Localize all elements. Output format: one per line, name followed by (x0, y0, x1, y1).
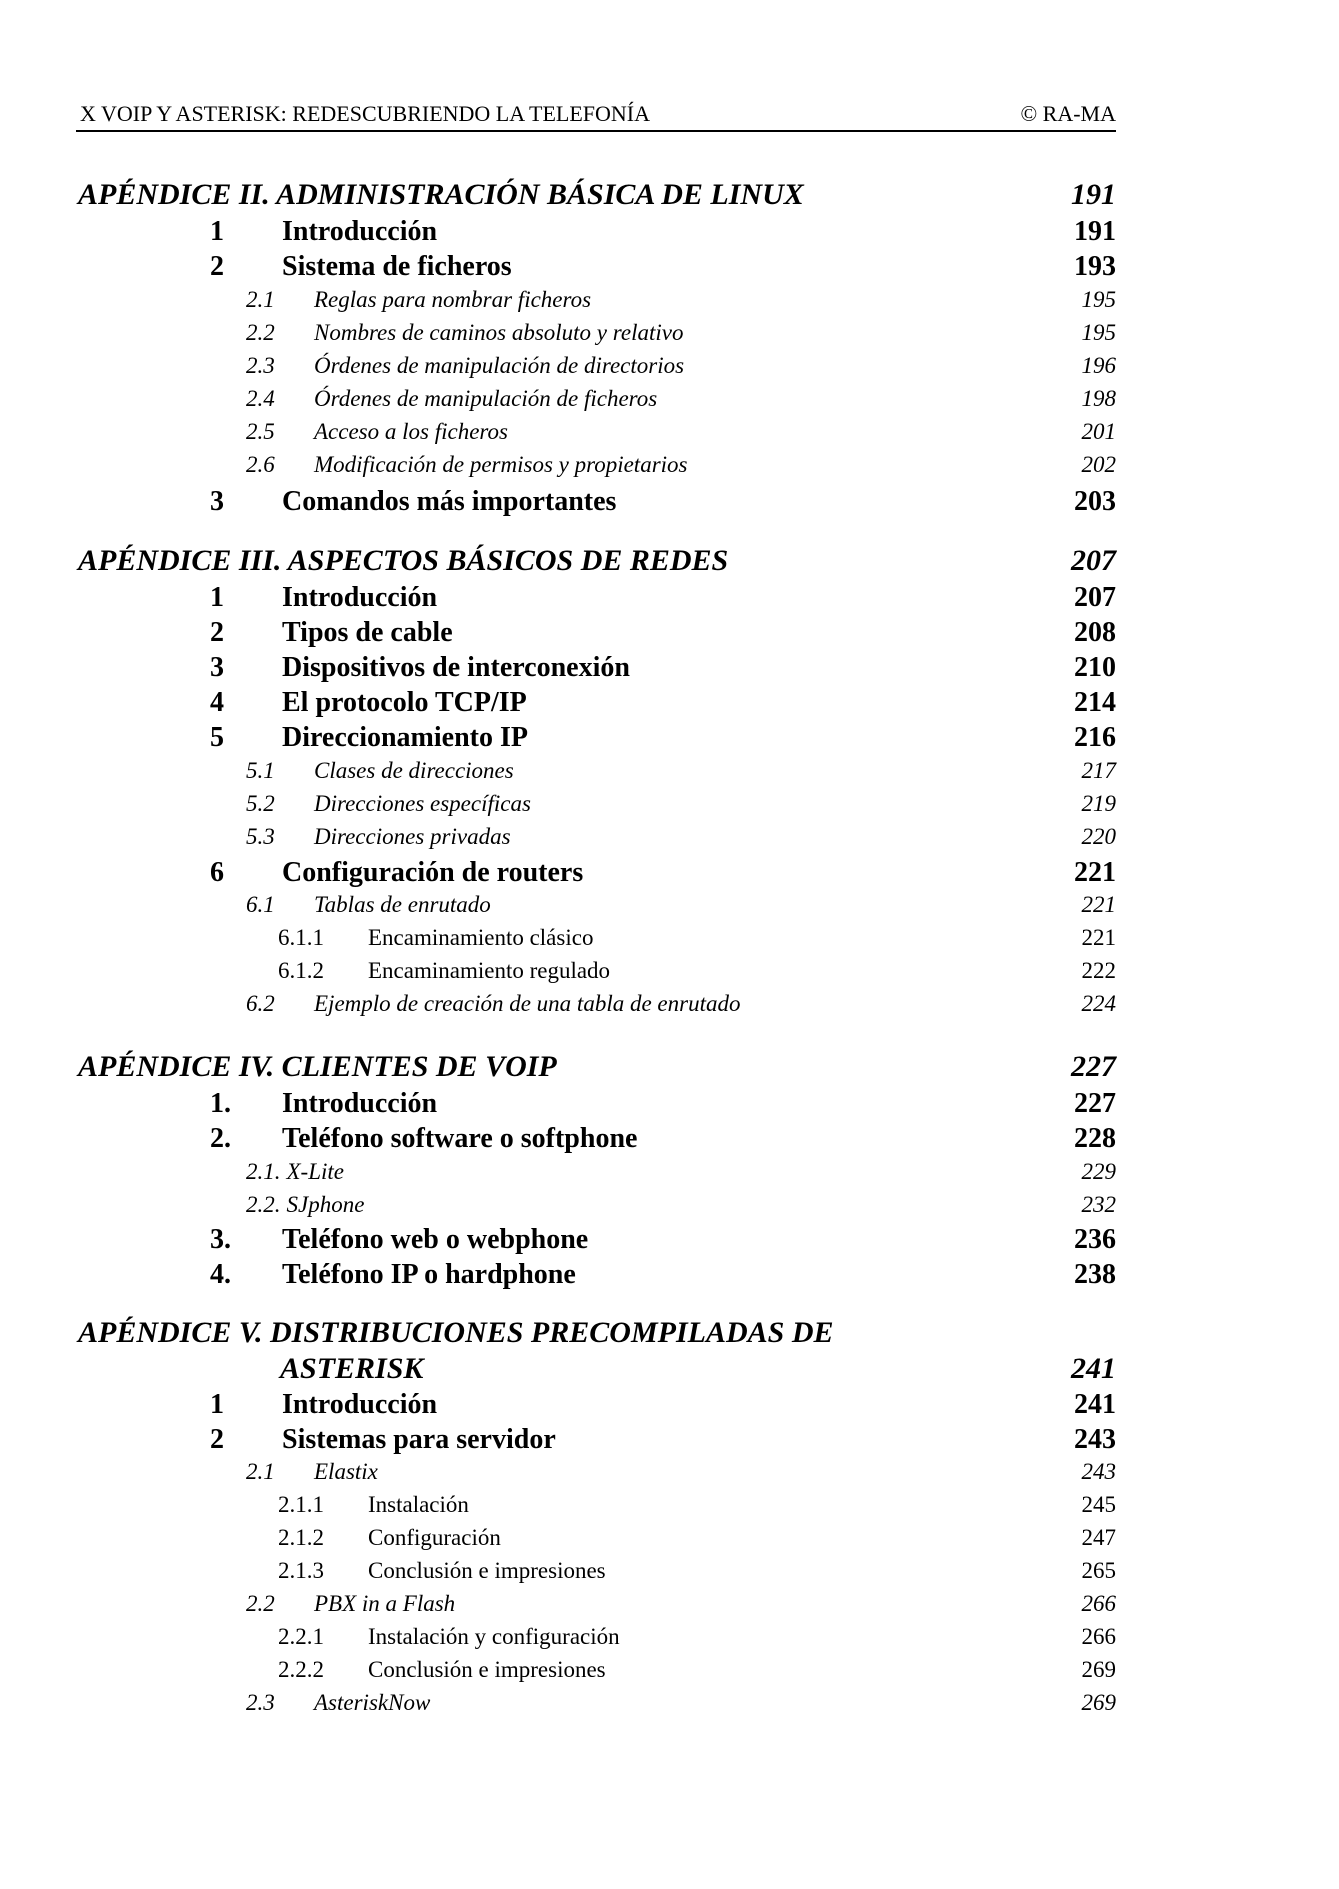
toc-section-title: Teléfono IP o hardphone (282, 1259, 576, 1290)
toc-subsection-number: 5.2 (246, 791, 275, 816)
toc-page-number: 219 (1081, 791, 1116, 816)
toc-section-number: 5 (210, 722, 224, 753)
toc-section-number: 6 (210, 857, 224, 888)
toc-page-number: 202 (1081, 452, 1116, 477)
toc-page-number: 214 (1074, 687, 1116, 718)
toc-section-number: 1 (210, 582, 224, 613)
toc-appendix-3[interactable] (78, 544, 1116, 580)
toc-subsection-title: Elastix (314, 1459, 378, 1484)
toc-subsection[interactable] (246, 1192, 1116, 1222)
running-header-publisher: © RA-MA (1020, 101, 1116, 126)
toc-subsubsection[interactable] (278, 1525, 1116, 1555)
toc-section[interactable] (210, 1224, 1116, 1258)
toc-subsubsection-number: 2.1.3 (278, 1558, 324, 1583)
toc-subsection-number: 2.6 (246, 452, 275, 477)
toc-subsection-title: SJphone (286, 1192, 365, 1217)
toc-subsection-number: 2.3 (246, 1690, 275, 1715)
toc-section-number: 1 (210, 216, 224, 247)
toc-page-number: 238 (1074, 1259, 1116, 1290)
toc-section-number: 2 (210, 1424, 224, 1455)
toc-subsection[interactable] (246, 1591, 1116, 1621)
toc-page-number: 220 (1081, 824, 1116, 849)
toc-section[interactable] (210, 722, 1116, 756)
toc-page-number: 195 (1081, 320, 1116, 345)
toc-subsection[interactable] (246, 287, 1116, 317)
toc-subsubsection-title: Encaminamiento regulado (368, 958, 611, 983)
toc-page-number: 266 (1081, 1591, 1116, 1616)
toc-page-number: 207 (1071, 544, 1116, 577)
toc-page-number: 195 (1081, 287, 1116, 312)
toc-subsubsection[interactable] (278, 1624, 1116, 1654)
toc-section-number: 1. (210, 1088, 231, 1119)
toc-subsubsection[interactable] (278, 1657, 1116, 1687)
toc-section-title: Sistema de ficheros (282, 251, 512, 282)
running-header-title: X VOIP Y ASTERISK: REDESCUBRIENDO LA TELEFONÍA (80, 101, 650, 126)
toc-page-number: 222 (1081, 958, 1116, 983)
toc-section[interactable] (210, 251, 1116, 285)
toc-subsection[interactable] (246, 386, 1116, 416)
toc-subsection-number: 2.3 (246, 353, 275, 378)
toc-section-title: Introducción (282, 1389, 438, 1420)
toc-subsection-title: Ejemplo de creación de una tabla de enrutado (314, 991, 741, 1016)
toc-section-number: 2 (210, 617, 224, 648)
toc-subsubsection-title: Conclusión e impresiones (368, 1558, 606, 1583)
toc-subsection-title: PBX in a Flash (314, 1591, 456, 1616)
toc-subsection-number: 2.2 (246, 320, 275, 345)
toc-section-number: 4. (210, 1259, 231, 1290)
toc-section-number: 2. (210, 1123, 231, 1154)
toc-subsubsection-title: Configuración (368, 1525, 501, 1550)
toc-subsection-number: 6.2 (246, 991, 275, 1016)
toc-subsection-number: 2.1 (246, 287, 275, 312)
toc-page-number: 241 (1071, 1352, 1116, 1385)
toc-page-number: 241 (1074, 1389, 1116, 1420)
toc-section-title: El protocolo TCP/IP (282, 687, 527, 718)
toc-section-number: 4 (210, 687, 224, 718)
toc-page-number: 196 (1081, 353, 1116, 378)
toc-subsection[interactable] (246, 452, 1116, 482)
toc-subsection[interactable] (246, 991, 1116, 1021)
toc-subsubsection-number: 6.1.1 (278, 925, 324, 950)
toc-page-number: 216 (1074, 722, 1116, 753)
toc-subsection-title: Nombres de caminos absoluto y relativo (314, 320, 684, 345)
toc-subsubsection-number: 2.2.1 (278, 1624, 324, 1649)
toc-page-number: 221 (1074, 857, 1116, 888)
toc-page-number: 227 (1071, 1050, 1116, 1083)
toc-section[interactable] (210, 1088, 1116, 1122)
toc-subsection-number: 2.4 (246, 386, 275, 411)
toc-subsubsection-title: Encaminamiento clásico (368, 925, 594, 950)
toc-page-number: 269 (1081, 1690, 1116, 1715)
toc-subsection-title: Acceso a los ficheros (314, 419, 508, 444)
toc-page-number: 193 (1074, 251, 1116, 282)
toc-page-number: 221 (1081, 892, 1116, 917)
toc-section[interactable] (210, 1259, 1116, 1293)
toc-subsection[interactable] (246, 1159, 1116, 1189)
toc-appendix-5[interactable] (280, 1352, 1116, 1388)
toc-subsection-title: AsteriskNow (314, 1690, 431, 1715)
toc-subsection-title: Tablas de enrutado (314, 892, 491, 917)
toc-subsection-number: 5.1 (246, 758, 275, 783)
toc-page-number: 266 (1081, 1624, 1116, 1649)
toc-subsubsection[interactable] (278, 1492, 1116, 1522)
toc-subsection-title: Reglas para nombrar ficheros (314, 287, 592, 312)
toc-section[interactable] (210, 687, 1116, 721)
toc-section[interactable] (210, 617, 1116, 651)
toc-subsubsection-number: 2.1.2 (278, 1525, 324, 1550)
toc-subsection[interactable] (246, 1690, 1116, 1720)
toc-section-title: Dispositivos de interconexión (282, 652, 630, 683)
toc-subsection-title: Direcciones específicas (314, 791, 531, 816)
toc-subsection[interactable] (246, 824, 1116, 854)
toc-appendix-2[interactable] (78, 178, 1116, 214)
toc-page-number: 191 (1074, 216, 1116, 247)
toc-section[interactable] (210, 1424, 1116, 1458)
toc-subsection-title: Órdenes de manipulación de ficheros (314, 386, 658, 411)
toc-section-title: Direccionamiento IP (282, 722, 528, 753)
toc-appendix-title: APÉNDICE II. ADMINISTRACIÓN BÁSICA DE LINUX (78, 178, 804, 211)
toc-page-number: 201 (1081, 419, 1116, 444)
toc-section-number: 3 (210, 652, 224, 683)
toc-page-number: 265 (1081, 1558, 1116, 1583)
toc-section-number: 3. (210, 1224, 231, 1255)
toc-subsection-number: 5.3 (246, 824, 275, 849)
toc-page-number: 207 (1074, 582, 1116, 613)
toc-subsection[interactable] (246, 320, 1116, 350)
toc-section[interactable] (210, 216, 1116, 250)
toc-subsubsection[interactable] (278, 925, 1116, 955)
toc-page-number: 224 (1081, 991, 1116, 1016)
toc-section-title: Introducción (282, 582, 438, 613)
toc-section-number: 2 (210, 251, 224, 282)
header-rule (76, 130, 1116, 132)
toc-subsection-number: 6.1 (246, 892, 275, 917)
toc-subsection-title: Direcciones privadas (314, 824, 511, 849)
toc-page-number: 229 (1081, 1159, 1116, 1184)
toc-page-number: 243 (1074, 1424, 1116, 1455)
toc-page-number: 208 (1074, 617, 1116, 648)
toc-page-number: 221 (1081, 925, 1116, 950)
toc-page-number: 247 (1081, 1525, 1116, 1550)
toc-page-number: 236 (1074, 1224, 1116, 1255)
toc-subsection-number: 2.2. (246, 1192, 281, 1217)
toc-section-title: Introducción (282, 1088, 438, 1119)
toc-subsection[interactable] (246, 892, 1116, 922)
toc-subsubsection[interactable] (278, 958, 1116, 988)
toc-page-number: 245 (1081, 1492, 1116, 1517)
toc-section[interactable] (210, 857, 1116, 891)
toc-subsubsection-title: Conclusión e impresiones (368, 1657, 606, 1682)
toc-page-number: 191 (1071, 178, 1116, 211)
toc-subsection-number: 2.2 (246, 1591, 275, 1616)
toc-section[interactable] (210, 1123, 1116, 1157)
toc-section-title: Teléfono web o webphone (282, 1224, 589, 1255)
toc-page-number: 232 (1081, 1192, 1116, 1217)
toc-section-title: Comandos más importantes (282, 486, 617, 517)
toc-section-title: Configuración de routers (282, 857, 584, 888)
toc-subsection-title: Modificación de permisos y propietarios (314, 452, 688, 477)
toc-section[interactable] (210, 1389, 1116, 1423)
toc-page-number: 269 (1081, 1657, 1116, 1682)
toc-subsection-number: 2.1 (246, 1459, 275, 1484)
toc-subsubsection-title: Instalación (368, 1492, 469, 1517)
toc-section[interactable] (210, 486, 1116, 520)
toc-subsection-title: Órdenes de manipulación de directorios (314, 353, 685, 378)
toc-subsection[interactable] (246, 791, 1116, 821)
running-header (76, 100, 1116, 128)
toc-subsubsection-number: 6.1.2 (278, 958, 324, 983)
toc-subsubsection-number: 2.2.2 (278, 1657, 324, 1682)
toc-page-number: 203 (1074, 486, 1116, 517)
toc-subsection[interactable] (246, 1459, 1116, 1489)
toc-appendix-title: ASTERISK (280, 1352, 424, 1385)
toc-subsection-number: 2.5 (246, 419, 275, 444)
toc-section[interactable] (210, 582, 1116, 616)
toc-section-title: Introducción (282, 216, 438, 247)
toc-appendix-5-title-line1[interactable]: APÉNDICE V. DISTRIBUCIONES PRECOMPILADAS DE (78, 1316, 834, 1349)
toc-section[interactable] (210, 652, 1116, 686)
toc-subsection-number: 2.1. (246, 1159, 281, 1184)
toc-appendix-title: APÉNDICE III. ASPECTOS BÁSICOS DE REDES (78, 544, 729, 577)
toc-page-number: 228 (1074, 1123, 1116, 1154)
toc-subsubsection-title: Instalación y configuración (368, 1624, 620, 1649)
toc-subsection[interactable] (246, 758, 1116, 788)
toc-subsection-title: Clases de direcciones (314, 758, 514, 783)
toc-section-title: Teléfono software o softphone (282, 1123, 638, 1154)
toc-page-number: 243 (1081, 1459, 1116, 1484)
toc-subsubsection[interactable] (278, 1558, 1116, 1588)
toc-subsection[interactable] (246, 419, 1116, 449)
toc-section-number: 1 (210, 1389, 224, 1420)
toc-section-number: 3 (210, 486, 224, 517)
toc-subsection[interactable] (246, 353, 1116, 383)
toc-section-title: Sistemas para servidor (282, 1424, 556, 1455)
toc-page-number: 227 (1074, 1088, 1116, 1119)
toc-page-number: 198 (1081, 386, 1116, 411)
toc-subsection-title: X-Lite (286, 1159, 344, 1184)
toc-subsubsection-number: 2.1.1 (278, 1492, 324, 1517)
toc-section-title: Tipos de cable (282, 617, 453, 648)
toc-appendix-4[interactable] (78, 1050, 1116, 1086)
toc-appendix-title: APÉNDICE IV. CLIENTES DE VOIP (78, 1050, 557, 1083)
toc-page-number: 217 (1081, 758, 1116, 783)
toc-page-number: 210 (1074, 652, 1116, 683)
